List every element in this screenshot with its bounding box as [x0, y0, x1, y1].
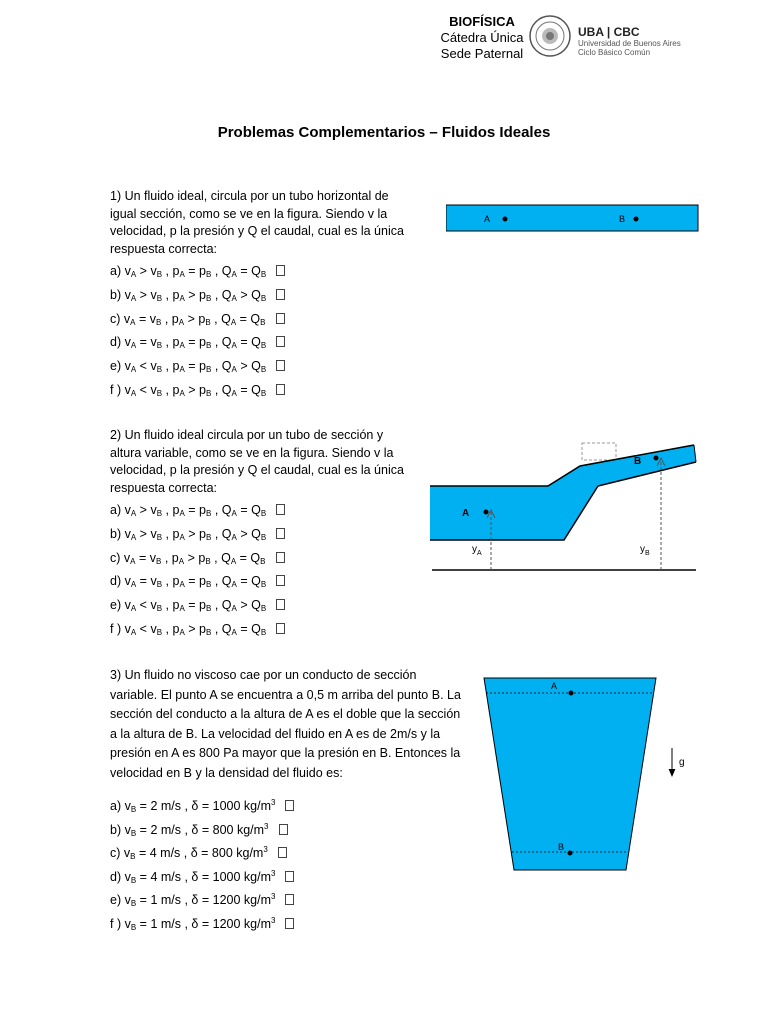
- option-letter: c): [110, 311, 124, 326]
- uba-line1: Universidad de Buenos Aires: [578, 39, 681, 48]
- problem-2-option: b) $v_A > v_B$ , $p_A > p_B$ , $Q_A > Q_B$: [110, 526, 285, 542]
- velocity-relation: >: [139, 503, 147, 517]
- fig2-point-b-label: B: [634, 456, 642, 467]
- problem-1-option: a) $v_A > v_B$ , $p_A = p_B$ , $Q_A = Q_B$: [110, 263, 285, 279]
- fig2-point-a-label: A: [462, 508, 470, 519]
- velocity-relation: <: [139, 359, 147, 374]
- fig2-point-a: [484, 510, 489, 515]
- answer-checkbox[interactable]: [276, 313, 285, 324]
- problem-3-statement: 3) Un fluido no viscoso cae por un conducto de sección variable. El punto A se encuentra a 0,5 m arriba del punto B. La sección del conducto a la altura de A es el doble que la sección a la altura de B. La velocidad del fluido en A es de 2m/s y la presión en A es 800 Pa mayor que la presión en B. Entonces la velocidad en B y la densidad del fluido es:: [110, 668, 461, 780]
- option-letter: e): [110, 359, 125, 374]
- uba-logo: [578, 26, 681, 57]
- option-letter: c): [110, 550, 124, 565]
- answer-checkbox[interactable]: [276, 599, 285, 610]
- velocity-relation: >: [139, 526, 147, 541]
- problem-1-statement: 1) Un fluido ideal, circula por un tubo horizontal de igual sección, como se ve en la figura. Siendo v la velocidad, p la presión y Q el caudal, cual es la única respuesta correcta:: [110, 189, 404, 256]
- pressure-relation: =: [188, 359, 196, 374]
- option-letter: a): [110, 264, 125, 278]
- option-letter: f ): [110, 383, 125, 397]
- flow-relation: >: [240, 359, 248, 374]
- option-letter: d): [110, 869, 125, 884]
- answer-checkbox[interactable]: [276, 504, 285, 515]
- answer-checkbox[interactable]: [276, 265, 285, 276]
- header-text: [436, 14, 528, 62]
- problem-2-option: d) $v_A = v_B$ , $p_A = p_B$ , $Q_A = Q_B$: [110, 573, 285, 589]
- velocity-relation: <: [139, 598, 147, 613]
- uba-name: UBA | CBC: [578, 25, 640, 39]
- chair-name: Cátedra Única: [440, 30, 524, 45]
- fig2-height-a-label: $y_A$: [472, 544, 482, 557]
- fig2-dashed-box: [582, 443, 616, 460]
- problem-2-figure: [430, 440, 700, 572]
- fig2-point-b: [654, 456, 659, 461]
- pressure-relation: >: [188, 622, 196, 636]
- pressure-relation: =: [188, 335, 196, 350]
- answer-checkbox[interactable]: [285, 800, 294, 811]
- flow-relation: >: [240, 287, 248, 302]
- vertical-conduit: [484, 678, 656, 870]
- velocity-value: 4: [149, 846, 157, 861]
- fig1-point-a-label: A: [484, 214, 491, 224]
- answer-checkbox[interactable]: [285, 918, 294, 929]
- velocity-value: 1: [150, 893, 158, 908]
- site-name: Sede Paternal: [440, 46, 524, 61]
- velocity-relation: <: [139, 383, 147, 397]
- option-letter: e): [110, 893, 125, 908]
- option-letter: b): [110, 526, 125, 541]
- velocity-relation: =: [139, 574, 147, 589]
- problem-3-option: d) $v_B = 4$ m/s , δ = 1000 $kg/m^3$: [110, 869, 294, 885]
- flow-relation: =: [239, 311, 247, 326]
- problem-3-option: a) $v_B = 2$ m/s , δ = 1000 $kg/m^3$: [110, 798, 294, 814]
- flow-relation: =: [240, 503, 248, 517]
- uba-line2: Ciclo Básico Común: [578, 48, 651, 57]
- option-letter: a): [110, 503, 125, 517]
- problem-1-figure: [446, 204, 700, 232]
- flow-relation: =: [240, 335, 248, 350]
- velocity-relation: <: [139, 622, 147, 636]
- option-letter: a): [110, 799, 125, 813]
- problem-3-option: b) $v_B = 2$ m/s , δ = 800 $kg/m^3$: [110, 822, 288, 838]
- velocity-relation: >: [139, 264, 147, 278]
- flow-relation: >: [240, 598, 248, 613]
- pressure-relation: =: [188, 598, 196, 613]
- answer-checkbox[interactable]: [279, 824, 288, 835]
- density-value: 1000: [212, 869, 241, 884]
- problem-2-option: a) $v_A > v_B$ , $p_A = p_B$ , $Q_A = Q_B$: [110, 502, 285, 518]
- option-letter: f ): [110, 622, 125, 636]
- density-value: 800: [211, 846, 233, 861]
- flow-relation: =: [240, 574, 248, 589]
- answer-checkbox[interactable]: [276, 575, 285, 586]
- density-value: 1200: [212, 917, 241, 931]
- problem-1-option: d) $v_A = v_B$ , $p_A = p_B$ , $Q_A = Q_B$: [110, 334, 285, 350]
- option-letter: f ): [110, 917, 125, 931]
- fig3-point-a: [569, 691, 574, 696]
- problem-3-option: c) $v_B = 4$ m/s , δ = 800 $kg/m^3$: [110, 845, 287, 861]
- problem-3-option: f ) $v_B = 1$ m/s , δ = 1200 $kg/m^3$: [110, 916, 294, 932]
- university-seal-icon: [528, 14, 572, 58]
- fig3-point-b-label: B: [558, 842, 565, 852]
- problem-2-option: c) $v_A = v_B$ , $p_A > p_B$ , $Q_A = Q_B$: [110, 550, 285, 566]
- problem-1-option: b) $v_A > v_B$ , $p_A > p_B$ , $Q_A > Q_B$: [110, 287, 285, 303]
- pressure-relation: >: [187, 550, 195, 565]
- velocity-relation: >: [139, 287, 147, 302]
- pressure-relation: =: [188, 264, 196, 278]
- density-value: 800: [212, 822, 234, 837]
- answer-checkbox[interactable]: [276, 528, 285, 539]
- answer-checkbox[interactable]: [276, 360, 285, 371]
- answer-checkbox[interactable]: [276, 623, 285, 634]
- answer-checkbox[interactable]: [278, 847, 287, 858]
- option-letter: d): [110, 335, 125, 350]
- gravity-label: g: [679, 757, 685, 768]
- velocity-value: 1: [150, 917, 158, 931]
- velocity-relation: =: [138, 550, 147, 565]
- answer-checkbox[interactable]: [276, 336, 285, 347]
- problem-2-option: e) $v_A < v_B$ , $p_A = p_B$ , $Q_A > Q_B$: [110, 597, 285, 613]
- density-value: 1200: [212, 893, 241, 908]
- problem-1-option: c) $v_A = v_B$ , $p_A > p_B$ , $Q_A = Q_B$: [110, 311, 285, 327]
- density-value: 1000: [212, 799, 241, 813]
- velocity-value: 2: [150, 799, 158, 813]
- problem-2-option: f ) $v_A < v_B$ , $p_A > p_B$ , $Q_A = Q_B$: [110, 621, 285, 637]
- option-letter: c): [110, 846, 124, 861]
- fig3-point-a-label: A: [551, 681, 558, 691]
- pressure-relation: >: [187, 311, 195, 326]
- problem-3-figure: [480, 676, 694, 874]
- pressure-relation: >: [188, 287, 196, 302]
- answer-checkbox[interactable]: [285, 894, 294, 905]
- problem-3-option: e) $v_B = 1$ m/s , δ = 1200 $kg/m^3$: [110, 892, 294, 908]
- velocity-value: 2: [150, 822, 158, 837]
- option-letter: d): [110, 574, 125, 589]
- pressure-relation: =: [188, 574, 196, 589]
- page-title: Problemas Complementarios – Fluidos Ideales: [217, 124, 551, 141]
- fig1-point-b-label: B: [619, 214, 626, 224]
- flow-relation: =: [240, 264, 248, 278]
- flow-relation: =: [239, 550, 247, 565]
- flow-relation: =: [240, 383, 248, 397]
- fig2-height-b-label: $y_B$: [640, 544, 650, 557]
- answer-checkbox[interactable]: [276, 384, 285, 395]
- pressure-relation: =: [188, 503, 196, 517]
- answer-checkbox[interactable]: [276, 289, 285, 300]
- velocity-value: 4: [150, 869, 158, 884]
- pressure-relation: >: [188, 383, 196, 397]
- flow-relation: >: [240, 526, 248, 541]
- option-letter: e): [110, 598, 125, 613]
- fig1-point-a: [503, 217, 508, 222]
- fig3-point-b: [568, 851, 573, 856]
- fig1-point-b: [634, 217, 639, 222]
- option-letter: b): [110, 287, 125, 302]
- answer-checkbox[interactable]: [285, 871, 294, 882]
- velocity-relation: =: [138, 311, 147, 326]
- problem-2-statement: 2) Un fluido ideal circula por un tubo de sección y altura variable, como se ve en la figura. Siendo v la velocidad, p la presión y Q el caudal, cual es la única respuesta correcta:: [110, 428, 404, 495]
- option-letter: b): [110, 822, 125, 837]
- problem-1-option: f ) $v_A < v_B$ , $p_A > p_B$ , $Q_A = Q_B$: [110, 382, 285, 398]
- flow-relation: =: [240, 622, 248, 636]
- velocity-relation: =: [139, 335, 147, 350]
- course-name: BIOFÍSICA: [449, 14, 515, 29]
- problem-1-option: e) $v_A < v_B$ , $p_A = p_B$ , $Q_A > Q_B$: [110, 358, 285, 374]
- pressure-relation: >: [188, 526, 196, 541]
- answer-checkbox[interactable]: [276, 552, 285, 563]
